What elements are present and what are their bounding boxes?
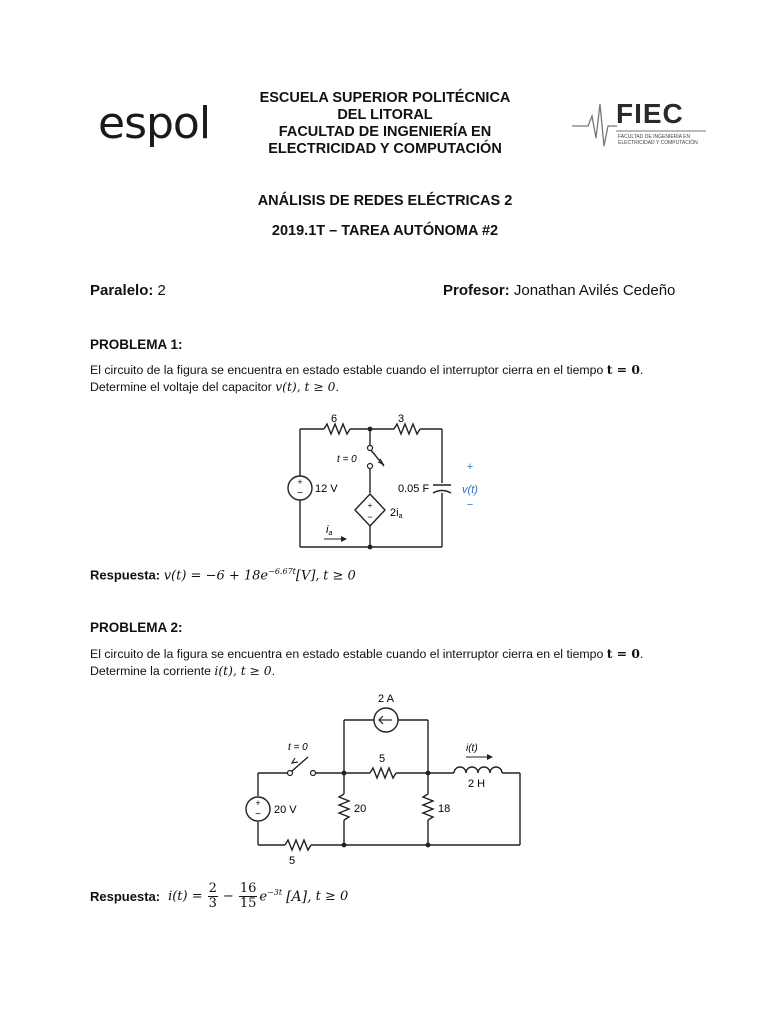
svg-text:−: − xyxy=(367,512,373,522)
answer2-cond: t ≥ 0 xyxy=(315,889,349,904)
svg-text:+: + xyxy=(255,798,261,808)
label-dep: 2ia xyxy=(390,507,403,520)
problem1-text-a-math: t = 0 xyxy=(606,362,640,377)
svg-text:−: − xyxy=(297,488,303,499)
label-i: i(t) xyxy=(466,743,478,754)
problem2-text-b-math: i(t), t ≥ 0 xyxy=(214,663,272,678)
label-switch2: t = 0 xyxy=(288,742,308,753)
problem1-text-b: Determine el voltaje del capacitor xyxy=(90,379,272,394)
header-line-2: DEL LITORAL xyxy=(337,107,433,123)
problem2-answer xyxy=(90,882,348,911)
header-line-3: FACULTAD DE INGENIERÍA EN xyxy=(278,124,492,140)
answer2-minus: − xyxy=(222,889,234,904)
problem2-text-a-math: t = 0 xyxy=(606,646,640,661)
label-switch: t = 0 xyxy=(337,454,357,465)
problem1-text-a: El circuito de la figura se encuentra en estado estable cuando el interruptor cierra en el tiempo xyxy=(90,363,604,377)
answer1-label: Respuesta: xyxy=(90,567,161,583)
profesor-label: Profesor: xyxy=(443,282,510,299)
label-plus: + xyxy=(466,461,474,473)
paralelo-value: 2 xyxy=(157,282,166,299)
course-subtitle: 2019.1T – TAREA AUTÓNOMA #2 xyxy=(271,223,499,239)
paralelo xyxy=(90,282,166,299)
answer2-unit: [A], xyxy=(286,888,312,905)
label-cap: 0.05 F xyxy=(398,483,430,495)
answer2-exp: −3t xyxy=(267,888,283,898)
problem2-text-b: Determine la corriente xyxy=(90,663,211,678)
circuit-2 xyxy=(240,688,540,873)
resistor-5-bottom xyxy=(285,840,311,850)
answer1-unit: [V], xyxy=(295,568,320,584)
resistor-5-top xyxy=(370,768,396,778)
label-r1: 6 xyxy=(331,413,338,425)
problem2-text-a: El circuito de la figura se encuentra en estado estable cuando el interruptor cierra en el tiempo xyxy=(90,647,604,661)
label-source: 12 V xyxy=(315,483,338,495)
answer2-e: e xyxy=(259,889,268,905)
espol-logo-text: espol xyxy=(98,98,211,149)
profesor-value: Jonathan Avilés Cedeño xyxy=(513,282,676,299)
inductor xyxy=(454,767,502,773)
fiec-logo xyxy=(572,98,707,153)
answer2-label: Respuesta: xyxy=(90,889,161,904)
resistor-18 xyxy=(423,794,433,820)
problem2-title: PROBLEMA 2: xyxy=(90,620,183,635)
label-ind: 2 H xyxy=(468,778,486,790)
answer1-exp: −6.67t xyxy=(268,567,296,576)
circuit-1 xyxy=(280,400,500,560)
svg-text:+: + xyxy=(297,477,303,487)
label-rtop: 5 xyxy=(379,753,386,765)
problem1-text-b-math: v(t), t ≥ 0 xyxy=(275,379,336,394)
institution-header xyxy=(230,90,540,158)
course-title: ANÁLISIS DE REDES ELÉCTRICAS 2 xyxy=(257,193,513,209)
resistor-20 xyxy=(339,794,349,820)
header-line-4: ELECTRICIDAD Y COMPUTACIÓN xyxy=(268,141,502,157)
label-v: v(t) xyxy=(462,484,478,496)
answer1-cond: t ≥ 0 xyxy=(323,568,356,584)
problem1-title: PROBLEMA 1: xyxy=(90,337,183,352)
resistor-3 xyxy=(394,424,420,434)
resistor-6 xyxy=(324,424,350,434)
profesor xyxy=(443,282,675,299)
answer1-math: v(t) = −6 + 18e xyxy=(163,568,269,584)
fraction-1: $\frac{2}{3}$ xyxy=(208,881,217,911)
problem1-statement: El circuito de la figura se encuentra en estado estable cuando el interruptor cierra en el tiempo t = 0. Determine el voltaje del capacitor v(t), t ≥ 0. xyxy=(90,362,644,394)
label-current: ia xyxy=(326,524,333,537)
svg-text:−: − xyxy=(255,809,261,820)
label-vsrc: 20 V xyxy=(274,804,297,816)
label-r20: 20 xyxy=(354,803,367,815)
label-minus: − xyxy=(466,499,474,511)
svg-text:+: + xyxy=(367,501,373,510)
header-line-1: ESCUELA SUPERIOR POLITÉCNICA xyxy=(259,90,511,106)
fraction-2: $\frac{16}{15}$ xyxy=(239,881,257,911)
espol-logo xyxy=(98,98,210,149)
paralelo-label: Paralelo: xyxy=(90,282,154,299)
label-r18: 18 xyxy=(438,803,451,815)
fiec-logo-text: FIEC xyxy=(616,98,684,129)
label-r2: 3 xyxy=(398,413,405,425)
label-rbot: 5 xyxy=(289,855,296,867)
fiec-subtitle-2: ELECTRICIDAD Y COMPUTACIÓN xyxy=(618,140,698,146)
fiec-subtitle-1: FACULTAD DE INGENIERÍA EN xyxy=(618,134,691,140)
label-isrc: 2 A xyxy=(378,693,394,705)
problem1-answer xyxy=(90,567,356,583)
problem2-statement: El circuito de la figura se encuentra en estado estable cuando el interruptor cierra en el tiempo t = 0. Determine la corriente i(t), t ≥ 0. xyxy=(90,646,644,678)
answer2-lhs: i(t) = xyxy=(168,889,203,904)
